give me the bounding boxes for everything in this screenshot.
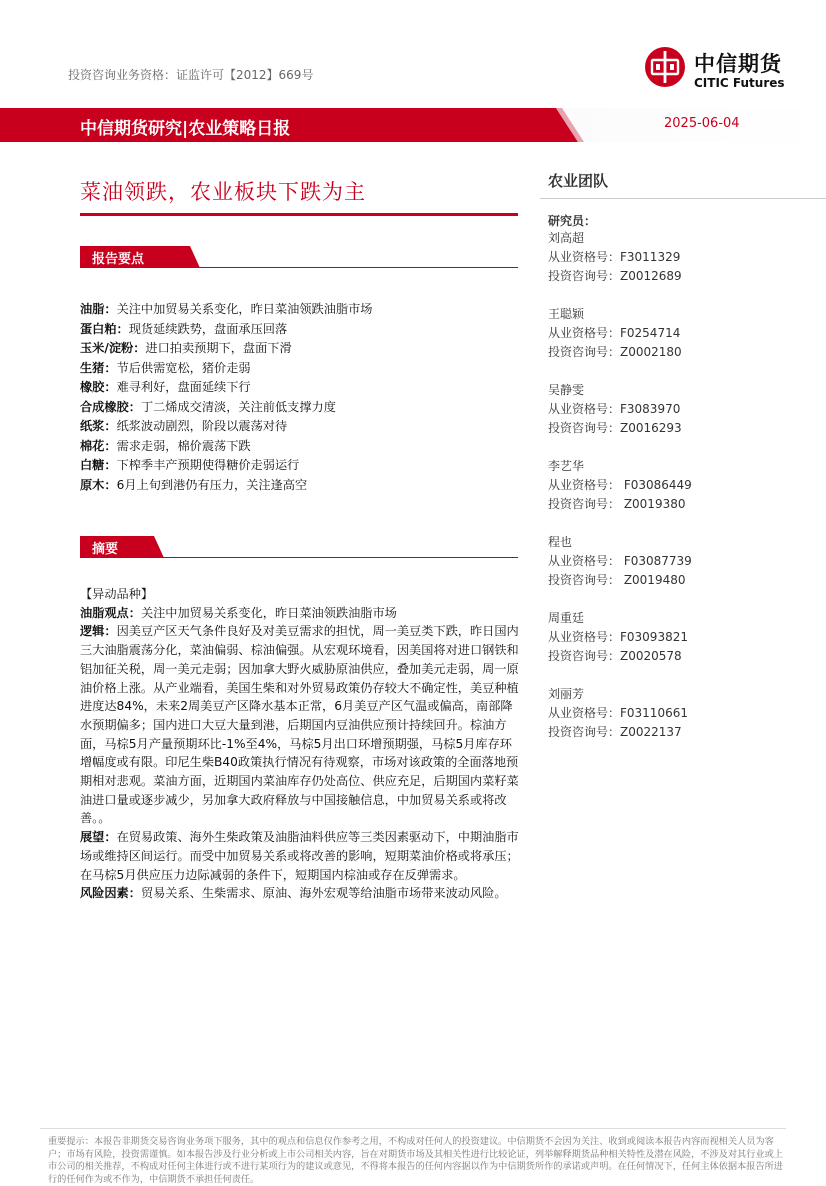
practice-license: 从业资格号：F0254714 [548,326,681,340]
list-item: 橡胶：难寻利好，盘面延续下行 [80,380,251,394]
researcher-label: 研究员： [548,214,597,228]
researcher-entry [548,229,808,305]
footer-divider [40,1128,786,1129]
section-title: 报告要点 [92,252,145,267]
practice-license: 从业资格号：F03093821 [548,630,688,644]
researcher-entry [548,457,808,533]
consult-license: 投资咨询号：Z0002180 [548,345,682,359]
list-item: 原木：6月上旬到港仍有压力，关注逢高空 [80,477,308,492]
consult-license: 投资咨询号：Z0020578 [548,649,682,663]
citic-logo-icon [644,46,686,88]
report-points-list [80,300,520,495]
consult-license: 投资咨询号：Z0022137 [548,725,682,739]
outlook-paragraph: 展望：在贸易政策、海外生柴政策及油脂油料供应等三类因素驱动下，中期油脂市场或维持区间运行。而受中加贸易关系或将改善的影响，短期菜油价格或将承压；在马棕5月供应压力边际减弱的条件下，短期国内棕油或存在反弹需求。 [80,830,519,882]
section-title: 摘要 [92,542,119,557]
logo-english-name: CITIC Futures [694,76,785,90]
disclaimer: 重要提示：本报告非期货交易咨询业务项下服务，其中的观点和信息仅作参考之用，不构成对任何人的投资建议。中信期货不会因为关注、收到或阅读本报告内容而视相关人员为客户；市场有风险，投资需谨慎。如本报告涉及行业分析或上市公司相关内容，旨在对期货市场及其相关性进行比较论证，列举解释期货品种相关特性及潜在风险，不涉及对其行业或上市公司的相关推荐，不构成对任何主体进行或不进行某项行为的建议或意见，不得将本报告的任何内容据以作为中信期货所作的承诺或声明。在任何情况下，任何主体依据本报告所进行的任何作为或不作为，中信期货不承担任何责任。 [48,1136,783,1185]
practice-license: 从业资格号： F03087739 [548,554,692,568]
researcher-name: 王聪颖 [548,307,585,321]
list-item: 玉米/淀粉：进口拍卖预期下，盘面下滑 [80,341,292,355]
researcher-name: 周重廷 [548,611,585,625]
section-tab-shape [80,246,518,268]
practice-license: 从业资格号： F03086449 [548,478,692,492]
researcher-name: 李艺华 [548,459,585,473]
company-logo [644,46,814,94]
license-text: 投资咨询业务资格：证监许可【2012】669号 [68,68,314,82]
list-item: 合成橡胶：丁二烯成交清淡，关注前低支撑力度 [80,399,336,414]
category-label: 【异动品种】 [80,587,154,601]
title-divider [80,213,518,216]
section-header-summary [80,536,518,558]
consult-license: 投资咨询号： Z0019380 [548,497,686,511]
summary-body [80,585,524,903]
researcher-entry [548,609,808,685]
logic-paragraph: 逻辑：因美豆产区天气条件良好及对美豆需求的担忧，周一美豆类下跌，昨日国内三大油脂震荡分化，菜油偏弱、棕油偏强。从宏观环境看，因美国将对进口钢铁和铝加征关税，周一美元走弱；因加拿大野火威胁原油供应，叠加美元走弱，周一原油价格上涨。从产业端看，美国生柴和对外贸易政策仍存较大不确定性，美豆种植进度达84%，未来2周美豆产区降水基本正常，6月美豆产区气温或偏高，南部降水预期偏多；国内进口大豆大量到港，后期国内豆油供应预计持续回升。棕油方面，马棕5月产量预期环比-1%至4%，马棕5月出口环增预期强，马棕5月库存环增幅度或有限。印尼生柴B40政策执行情况有待观察，市场对该政策的全面落地预期相对悲观。菜油方面，近期国内菜油库存仍处高位、供应充足，后期国内菜籽菜油进口量或逐步减少，另加拿大政府释放与中国接触信息，中加贸易关系或将改善。。 [80,624,519,826]
researcher-entry [548,381,808,457]
list-item: 生猪：节后供需宽松，猪价走弱 [80,360,251,375]
researcher-name: 程也 [548,535,573,549]
report-date: 2025-06-04 [664,116,740,131]
researcher-list [548,229,808,761]
consult-license: 投资咨询号： Z0019480 [548,573,686,587]
practice-license: 从业资格号：F3011329 [548,250,681,264]
consult-license: 投资咨询号：Z0012689 [548,269,682,283]
risk-paragraph: 风险因素：贸易关系、生柴需求、原油、海外宏观等给油脂市场带来波动风险。 [80,886,507,901]
team-title: 农业团队 [548,172,609,190]
team-divider [540,198,826,199]
researcher-entry [548,305,808,381]
list-item: 白糖：下榨季丰产预期使得糖价走弱运行 [80,458,300,472]
practice-license: 从业资格号：F03110661 [548,706,688,720]
view-paragraph: 油脂观点：关注中加贸易关系变化，昨日菜油领跌油脂市场 [80,605,397,620]
list-item: 油脂：关注中加贸易关系变化，昨日菜油领跌油脂市场 [80,302,373,316]
consult-license: 投资咨询号：Z0016293 [548,421,682,435]
section-header-report-points [80,246,518,268]
logo-chinese-name: 中信期货 [694,52,782,76]
researcher-name: 刘丽芳 [548,687,585,701]
list-item: 棉花：需求走弱，棉价震荡下跌 [80,438,251,453]
report-series-title: 中信期货研究|农业策略日报 [80,119,291,139]
researcher-name: 刘高超 [548,231,585,245]
researcher-entry [548,533,808,609]
practice-license: 从业资格号：F3083970 [548,402,681,416]
list-item: 蛋白粕：现货延续跌势，盘面承压回落 [80,321,288,336]
section-tab-shape [80,536,518,558]
researcher-name: 吴静雯 [548,383,585,397]
list-item: 纸浆：纸浆波动剧烈，阶段以震荡对待 [80,419,288,433]
page-title: 菜油领跌，农业板块下跌为主 [80,180,366,204]
researcher-entry [548,685,808,761]
